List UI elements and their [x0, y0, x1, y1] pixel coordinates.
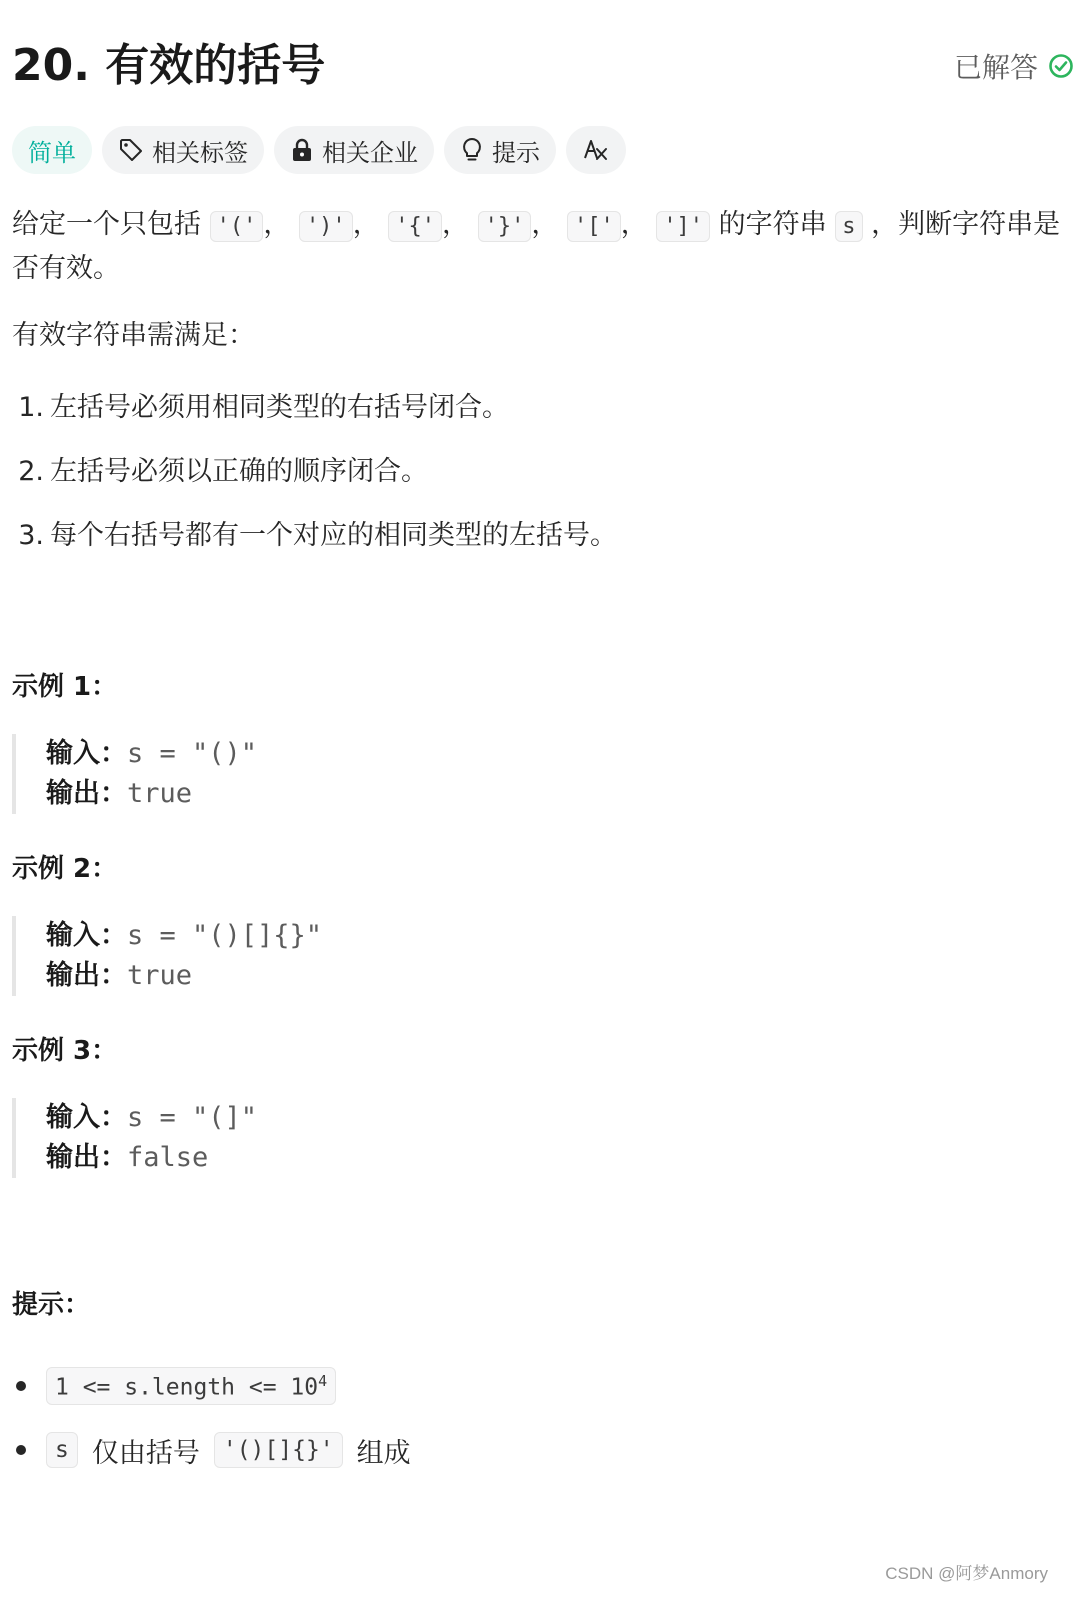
bullet: [16, 1381, 26, 1391]
bullet: [16, 1445, 26, 1455]
list-number: 2.: [18, 456, 44, 487]
list-number: 3.: [18, 520, 44, 551]
description-intro: 给定一个只包括: [12, 209, 201, 240]
example-output-row: [46, 774, 1052, 814]
example-block: [12, 916, 1052, 996]
example-input-row: [46, 1098, 1052, 1138]
hint-label: 提示: [492, 138, 540, 167]
list-item: [12, 386, 617, 450]
solved-label: 已解答: [953, 51, 1038, 84]
description-mid: 的字符串: [718, 209, 827, 240]
list-text: 左括号必须用相同类型的右括号闭合。: [50, 392, 509, 423]
output-value: false: [127, 1142, 209, 1173]
constraints-title: 提示：: [12, 1290, 91, 1320]
related-topics-button[interactable]: [102, 126, 264, 174]
translate-icon: [582, 137, 610, 163]
requirements-intro: 有效字符串需满足：: [12, 320, 255, 351]
inline-code-char: '}': [478, 211, 532, 242]
list-item: [12, 1354, 411, 1418]
example-title: 示例 2：: [12, 854, 118, 884]
translate-button[interactable]: [566, 126, 626, 174]
watermark: CSDN @阿梦Anmory: [885, 1564, 1048, 1583]
lock-icon: [290, 137, 314, 163]
input-label: 输入：: [46, 738, 127, 769]
related-topics-label: 相关标签: [152, 138, 248, 167]
output-label: 输出：: [46, 960, 127, 991]
example-block: [12, 1098, 1052, 1178]
difficulty-badge[interactable]: [12, 126, 92, 174]
example-title: 示例 3：: [12, 1036, 118, 1066]
hint-button[interactable]: [444, 126, 556, 174]
output-label: 输出：: [46, 1142, 127, 1173]
input-value: s = "()": [127, 738, 258, 769]
constraints-list: [12, 1354, 411, 1482]
input-value: s = "()[]{}": [127, 920, 323, 951]
related-companies-label: 相关企业: [322, 138, 418, 167]
inline-code-char: ']': [656, 211, 710, 242]
problem-title[interactable]: 20. 有效的括号: [12, 40, 326, 91]
constraint-code: [46, 1367, 336, 1406]
list-item: [12, 450, 617, 514]
tag-bar: [12, 126, 626, 174]
separator: ，: [352, 209, 380, 240]
separator: ，: [531, 209, 559, 240]
inline-code-char: '{': [388, 211, 442, 242]
inline-code-var: s: [835, 211, 862, 242]
list-number: 1.: [18, 392, 44, 423]
constraint-code-text: 1 <= s.length <= 10: [55, 1374, 319, 1401]
exponent: 4: [318, 1371, 328, 1390]
input-value: s = "(]": [127, 1102, 258, 1133]
example-output-row: [46, 1138, 1052, 1178]
constraint-var: s: [46, 1432, 78, 1468]
requirements-list: [12, 386, 617, 578]
example-input-row: [46, 734, 1052, 774]
output-value: true: [127, 778, 193, 809]
input-label: 输入：: [46, 920, 127, 951]
inline-code-char: ')': [299, 211, 353, 242]
separator: ，: [263, 209, 291, 240]
list-item: [12, 1418, 411, 1482]
list-text: 左括号必须以正确的顺序闭合。: [50, 456, 428, 487]
description-tail: ，判断字符串是否有效。: [12, 209, 1061, 284]
constraint-text: 仅由括号: [91, 1437, 200, 1469]
inline-code-char: '[': [567, 211, 621, 242]
separator: ，: [620, 209, 648, 240]
inline-code-char: '(': [210, 211, 264, 242]
example-title: 示例 1：: [12, 672, 118, 702]
list-text: 每个右括号都有一个对应的相同类型的左括号。: [50, 520, 617, 551]
example-output-row: [46, 956, 1052, 996]
output-label: 输出：: [46, 778, 127, 809]
constraint-text: 组成: [356, 1437, 411, 1469]
problem-description: [12, 204, 1062, 290]
list-item: [12, 514, 617, 578]
solved-status: [954, 46, 1074, 86]
tag-icon: [118, 137, 144, 163]
output-value: true: [127, 960, 193, 991]
check-circle-icon: [1048, 53, 1074, 79]
example-block: [12, 734, 1052, 814]
related-companies-button[interactable]: [274, 126, 434, 174]
input-label: 输入：: [46, 1102, 127, 1133]
problem-header: [12, 36, 1074, 96]
difficulty-label: 简单: [28, 138, 76, 167]
separator: ，: [442, 209, 470, 240]
example-input-row: [46, 916, 1052, 956]
constraint-code: '()[]{}': [214, 1432, 343, 1468]
lightbulb-icon: [460, 136, 484, 164]
